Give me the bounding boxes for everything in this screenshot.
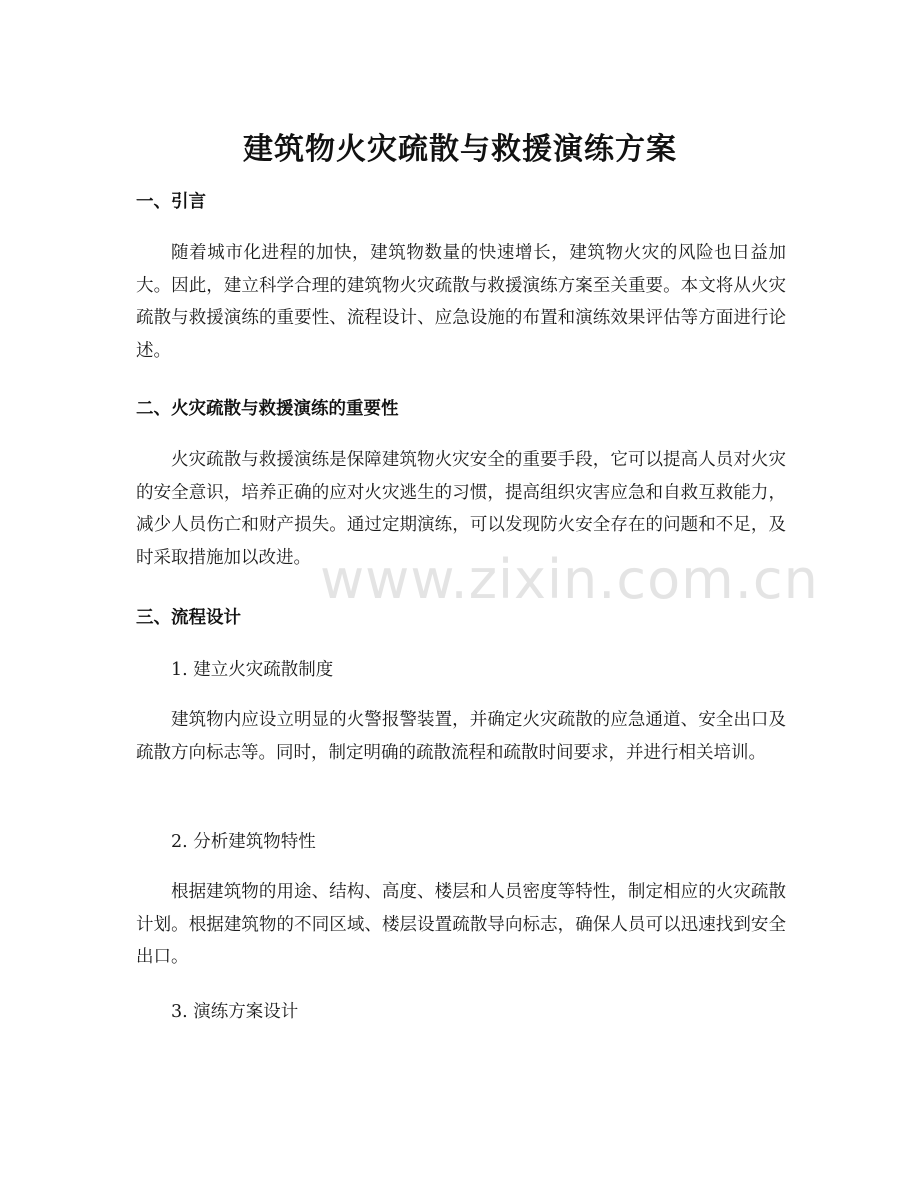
subsection-label-2: 2. 分析建筑物特性 <box>171 832 316 852</box>
document-title: 建筑物火灾疏散与救援演练方案 <box>243 132 677 168</box>
section-heading-importance: 二、火灾疏散与救援演练的重要性 <box>136 399 399 419</box>
subsection-paragraph-2: 根据建筑物的用途、结构、高度、楼层和人员密度等特性，制定相应的火灾疏散计划。根据建筑物的不同区域、楼层设置疏散导向标志，确保人员可以迅速找到安全出口。 <box>136 882 786 967</box>
section-heading-process-design: 三、流程设计 <box>136 608 241 628</box>
subsection-label-3: 3. 演练方案设计 <box>171 1002 299 1022</box>
section-paragraph-introduction: 随着城市化进程的加快，建筑物数量的快速增长，建筑物火灾的风险也日益加大。因此，建立科学合理的建筑物火灾疏散与救援演练方案至关重要。本文将从火灾疏散与救援演练的重要性、流程设计、应急设施的布置和演练效果评估等方面进行论述。 <box>136 243 786 361</box>
section-heading-introduction: 一、引言 <box>136 192 206 212</box>
subsection-label-1: 1. 建立火灾疏散制度 <box>171 660 334 680</box>
section-paragraph-importance: 火灾疏散与救援演练是保障建筑物火灾安全的重要手段，它可以提高人员对火灾的安全意识，培养正确的应对火灾逃生的习惯，提高组织灾害应急和自救互救能力，减少人员伤亡和财产损失。通过定期演练，可以发现防火安全存在的问题和不足，及时采取措施加以改进。 <box>136 450 786 568</box>
watermark-text: www.zixin.com.cn <box>320 548 819 611</box>
subsection-paragraph-1: 建筑物内应设立明显的火警报警装置，并确定火灾疏散的应急通道、安全出口及疏散方向标志等。同时，制定明确的疏散流程和疏散时间要求，并进行相关培训。 <box>136 710 786 763</box>
